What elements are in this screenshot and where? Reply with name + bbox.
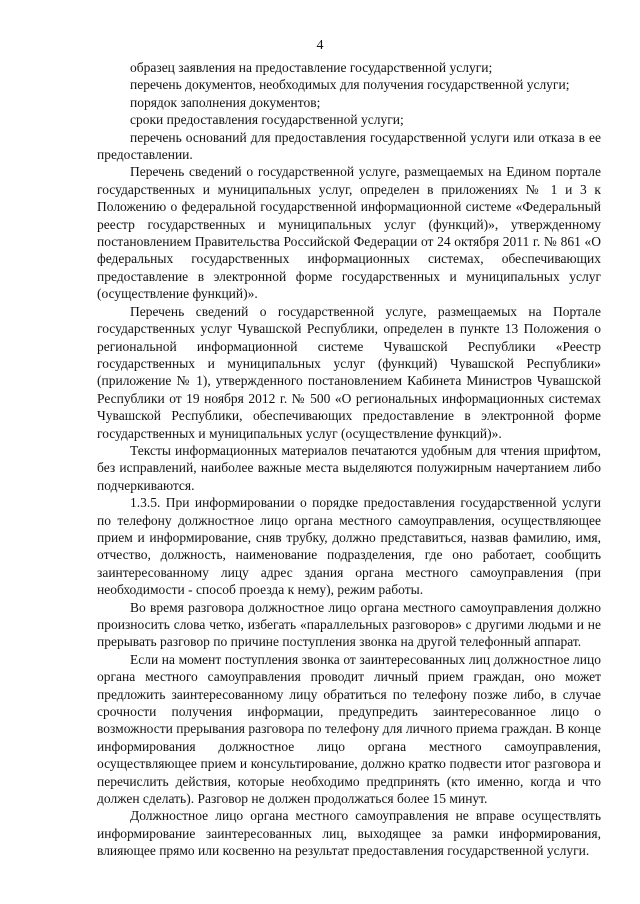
paragraph-text-materials: Тексты информационных материалов печатаются удобным для чтения шрифтом, без исправлений, наиболее важные места выделяются полужирным начертанием либо подчеркиваются. — [97, 442, 601, 493]
list-item: образец заявления на предоставление государственной услуги; — [130, 60, 493, 75]
paragraph-conversation-rules: Во время разговора должностное лицо органа местного самоуправления должно произносить слова четко, избегать «параллельных разговоров» с другими людьми и не прерывать разговор по причине поступления звонка на другой телефонный аппарат. — [97, 599, 601, 650]
document-body — [97, 59, 601, 860]
list-item: перечень оснований для предоставления государственной услуги или отказа в ее предоставлении. — [97, 129, 601, 163]
page-number: 4 — [316, 38, 324, 53]
paragraph-personal-reception: Если на момент поступления звонка от заинтересованных лиц должностное лицо органа местного самоуправления проводит личный прием граждан, оно может предложить заинтересованному лицу обратиться по телефону позже либо, в случае срочности получения информации, предупредить заинтересованное лицо о возможности прерывания разговора по телефону для личного приема граждан. В конце информирования должностное лицо органа местного самоуправления, осуществляющее прием и консультирование, должно кратко подвести итог разговора и перечислить действия, которые необходимо предпринять (кто именно, когда и что должен сделать). Разговор не должен продолжаться более 15 минут. — [97, 651, 601, 807]
list-item: перечень документов, необходимых для получения государственной услуги; — [130, 77, 570, 93]
paragraph-section-1-3-5: 1.3.5. При информировании о порядке предоставления государственной услуги по телефону должностное лицо органа местного самоуправления, осуществляющее прием и информирование, сняв трубку, должно представиться, назвав фамилию, имя, отчество, должность, наименование подразделения, где оно работает, сообщить заинтересованному лицу адрес здания органа местного самоуправления (при необходимости - способ проезда к нему), режим работы. — [97, 495, 601, 598]
list-item: сроки предоставления государственной услуги; — [130, 112, 404, 128]
paragraph-federal-portal: Перечень сведений о государственной услуге, размещаемых на Едином портале государственных и муниципальных услуг, определен в приложениях № 1 и 3 к Положению о федеральной государственной информационной системе «Федеральный реестр государственных и муниципальных услуг (функций)», утвержденному постановлением Правительства Российской Федерации от 24 октября 2011 г. № 861 «О федеральных государственных информационных системах, обеспечивающих предоставление в электронной форме государственных и муниципальных услуг (осуществление функций)». — [97, 164, 601, 302]
list-item: порядок заполнения документов; — [130, 94, 321, 110]
paragraph-chuvash-portal: Перечень сведений о государственной услуге, размещаемых на Портале государственных услуг Чувашской Республики, определен в пункте 13 Положения о региональной информационной системе Чувашской Республики «Реестр государственных и муниципальных услуг (функций) Чувашской Республики» (приложение № 1), утвержденного постановлением Кабинета Министров Чувашской Республики от 19 ноября 2012 г. № 500 «О региональных информационных системах Чувашской Республики, обеспечивающих предоставление в электронной форме государственных и муниципальных услуг (осуществление функций)». — [97, 303, 601, 441]
paragraph-informing-limits: Должностное лицо органа местного самоуправления не вправе осуществлять информирование заинтересованных лиц, выходящее за рамки информирования, влияющее прямо или косвенно на результат предоставления государственной услуги. — [97, 808, 601, 859]
